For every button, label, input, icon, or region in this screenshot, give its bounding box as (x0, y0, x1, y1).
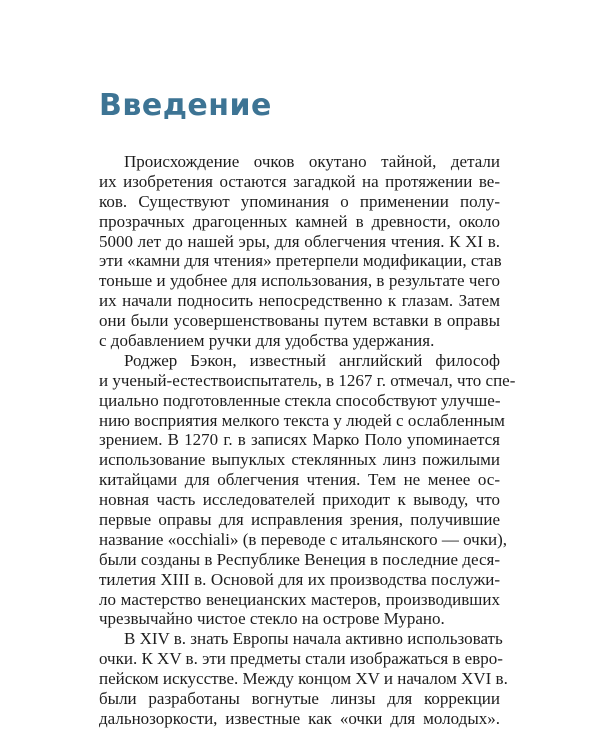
text-line: были созданы в Республике Венеция в последние деся- (99, 549, 500, 569)
text-line: нию восприятия мелкого текста у людей с ослабленным (99, 410, 505, 430)
text-line: тоньше и удобнее для использования, в результате чего (99, 271, 500, 291)
text-line: название «occhiali» (в переводе с итальянского — очки), (99, 529, 507, 549)
text-line: дальнозоркости, известные как «очки для молодых». (99, 708, 500, 728)
text-line: ло мастерство венецианских мастеров, производивших (99, 589, 500, 609)
text-line: ков. Существуют упоминания о применении полу- (99, 191, 500, 211)
paragraph (99, 152, 500, 351)
chapter-title: Введение (99, 88, 272, 123)
text-line: циально подготовленные стекла способствуют улучше- (99, 390, 501, 410)
text-line: тилетия XIII в. Основой для их производства послужи- (99, 569, 500, 589)
paragraph (99, 350, 516, 629)
text-line: В XIV в. знать Европы начала активно использовать (124, 629, 503, 649)
paragraph (99, 629, 508, 728)
text-line: чрезвычайно чистое стекло на острове Мурано. (99, 609, 445, 629)
body-text (99, 152, 516, 729)
text-line: их изобретения остаются загадкой на протяжении ве- (99, 171, 500, 191)
text-line: Роджер Бэкон, известный английский философ (124, 350, 500, 370)
text-line: 5000 лет до нашей эры, для облегчения чтения. К XI в. (99, 231, 500, 251)
text-line: Происхождение очков окутано тайной, детали (124, 152, 500, 171)
text-line: и ученый-естествоиспытатель, в 1267 г. отмечал, что спе- (99, 370, 516, 390)
text-line: прозрачных драгоценных камней в древности, около (99, 211, 500, 231)
text-line: были разработаны вогнутые линзы для коррекции (99, 689, 500, 709)
text-line: новная часть исследователей приходит к выводу, что (99, 490, 500, 510)
text-line: использование выпуклых стеклянных линз пожилыми (99, 450, 500, 470)
text-line: пейском искусстве. Между концом XV и началом XVI в. (99, 669, 508, 689)
text-line: зрением. В 1270 г. в записях Марко Поло упоминается (99, 430, 500, 450)
text-line: очки. К XV в. эти предметы стали изображаться в евро- (99, 649, 503, 669)
text-line: они были усовершенствованы путем вставки в оправы (99, 311, 500, 331)
text-line: китайцами для облегчения чтения. Тем не менее ос- (99, 470, 500, 490)
text-line: их начали подносить непосредственно к глазам. Затем (99, 291, 500, 311)
text-line: с добавлением ручки для удобства удержания. (99, 331, 435, 351)
text-line: эти «камни для чтения» претерпели модификации, став (99, 251, 502, 271)
text-line: первые оправы для исправления зрения, получившие (99, 510, 500, 530)
